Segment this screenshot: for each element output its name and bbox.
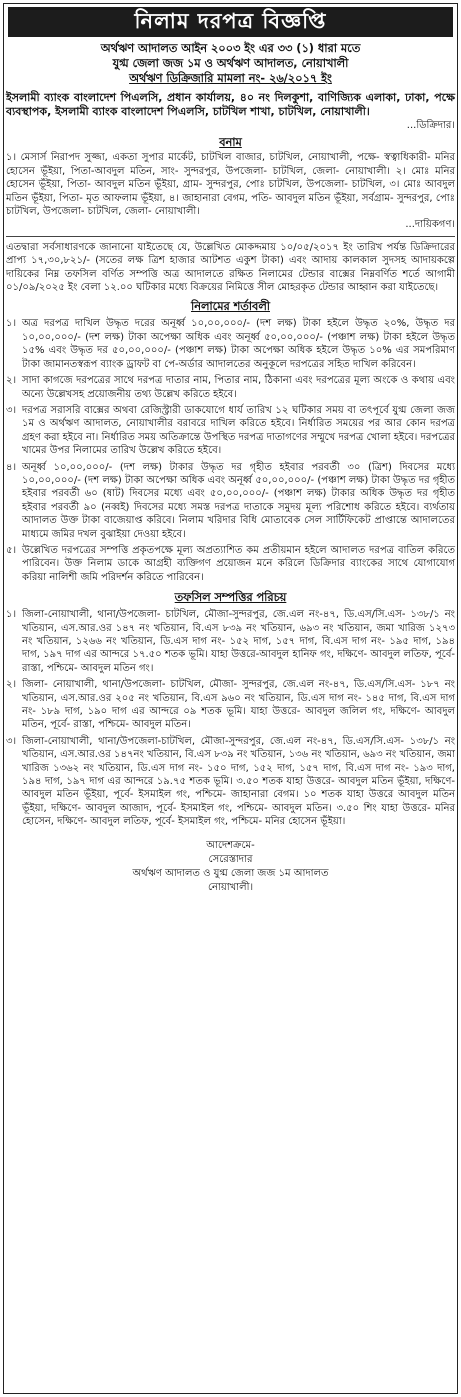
plaintiff-text: ইসলামী ব্যাংক বাংলাদেশ পিএলসি, প্রধান কার্যালয়, ৪০ নং দিলকুশা, বাণিজ্যিক এলাকা, ঢাকা, পক্ষে ব্যবস্থাপক, ইসলামী ব্যাংক বাংলাদেশ পিএলসি, চাটখিল শাখা, চাটখিল, নোয়াখালী। [6,91,455,118]
item-text: সাদা কাগজে দরপত্রের সাথে দরপত্র দাতার নাম, পিতার নাম, ঠিকানা এবং দরপত্রের মূল্য অংকে ও কথায় এবং অন্যে উল্লেখসহ প্রয়োজনীয় তথ্য উল্লেখ করিতে হইবে। [22,375,455,400]
item-text: উল্লেখিত দরপত্রের সম্পত্তি প্রকৃতপক্ষে মূল্য অপ্রত্যাশিত কম প্রতীয়মান হইলে আদালত দরপত্র বাতিল করিতে পারিবেন। উক্ত নিলাম ডাকে আগ্রহী ব্যক্তিগণ প্রয়োজন মনে করিলে ডিক্রিদার ব্যাংকের সাথে যোগাযোগ করিয়া নালিশী জমি পরিদর্শন করিতে পারিবেন। [22,544,455,583]
defendants-role: ...দায়িকগণ। [405,219,455,231]
plaintiff-role: ...ডিক্রিদার। [406,120,455,131]
item-number: ৩। [6,404,17,416]
item-number: ১। [6,318,17,330]
item-number: ৪। [6,461,17,473]
court-name: যুগ্ম জেলা জজ ১ম ও অর্থঋণ আদালত, নোয়াখালী [112,57,349,70]
item-number: ২। [6,375,17,387]
signature-title: সেরেস্তাদার [208,853,253,865]
law-reference: অর্থঋণ আদালত আইন ২০০৩ ইং এর ৩৩ (১) ধারা মতে [100,42,361,55]
intro-paragraph: এতদ্বারা সর্বসাধারণকে জানানো যাইতেছে যে, উল্লেখিত মোকদ্দমায় ১০/০৫/২০১৭ ইং তারিখ পর্যন্ত ডিক্রিদারের প্রাপ্য ১৭,৩০,৮২১/- (সতের লক্ষ ত্রিশ হাজার আটশত একুশ টাকা) এবং আদায় কালকাল সুদসহ আদায়কল্পে দায়িকের নিম্ন তফসিল বর্ণিত সম্পত্তি অত্র আদালতে রক্ষিত নিলামের টেন্ডার বাক্সের নিম্নবর্ণিত শর্তে আগামী ০১/০৯/২০২৫ ইং বেলা ১২.০০ ঘটিকার মধ্যে বিক্রয়ের নিমিত্তে সীল মোহরকৃত টেন্ডার আহ্বান করা যাইতেছে। [6,241,455,294]
item-text: জিলা-নোয়াখালী, থানা/উপজেলা- চাটখিল, মৌজা-সুন্দরপুর, জে.এল নং-৪৭, ডি.এস/সি.এস- ১৩৮/১ নং খতিয়ান, এস.আর.ওর ১৪৭ নং খতিয়ান, বি.এস ৮৩৯ নং খতিয়ান, ৬৯৩ নং খতিয়ান, জমা খারিজ ১২৭৩ নং খতিয়ান, ১২৬৬ নং খতিয়ান, ডি.এস দাগ নং- ১৫২ দাগ, ১৫৭ দাগ, বি.এস দাগ নং- ১৯৫ দাগ, ১৯৪ দাগ, ১৯৭ দাগ এর আন্দরে ১৭.৫০ শতক ভূমি। যাহা উত্তরে-আবদুল হানিফ গং, দক্ষিণে- আবদুল লতিফ, পূর্বে- রাস্তা, পশ্চিমে- আবদুল মতিন গং। [22,609,455,674]
signature-order: আদেশক্রমে- [206,839,255,851]
schedule-heading: তফসিল সম্পত্তির পরিচয় [174,591,287,605]
item-text: অত্র দরপত্র দাখিল উদ্ধৃত দরের অনূর্ধ্ব ১০,০০,০০০/- (দশ লক্ষ) টাকা হইলে উদ্ধৃত ২০%, উদ্ধৃত দর ১০,০০,০০০/- (দশ লক্ষ) টাকা অপেক্ষা অধিক এবং অনূর্ধ্ব ৫০,০০,০০০/- (পঞ্চাশ লক্ষ) টাকা হইলে উদ্ধৃত ১৫% এবং উদ্ধৃত দর ৫০,০০,০০০/- (পঞ্চাশ লক্ষ) টাকা অপেক্ষা অধিক হইলে উদ্ধৃত ১০% এর সমপরিমাণ টাকা জামানতস্বরূপ ব্যাংক ড্রাফট বা পে-অর্ডার আদালতের অনুকূলে দরপত্রের সহিত দাখিল করিবেন। [22,318,455,370]
item-number: ৫। [6,544,17,556]
item-number: ৩। [6,735,17,747]
item-number: ২। [6,679,17,691]
item-text: দরপত্র সরাসরি বাক্সের অথবা রেজিস্ট্রারী ডাকযোগে ধার্য তারিখ ১২ ঘটিকার সময় বা তৎপূর্বে যুগ্ম জেলা জজ ১ম ও অর্থঋণ আদালত, নোয়াখালীর বরাবরে দাখিল করিতে হইবে। নির্ধারিত সময়ের পর আর কোন দরপত্র গ্রহণ করা হইবে না। নির্ধারিত সময় অতিক্রান্তে উপস্থিত দরপত্র দাতাগণের সম্মুখে দরপত্র খোলা হইবে। দরপত্রের খামের উপর নিলামের তারিখ উল্লেখ করিতে হইবে। [22,404,455,457]
conditions-heading: নিলামের শর্তাবলী [190,300,270,314]
signature-place: নোয়াখালী। [207,881,254,893]
item-text: জিলা-নোয়াখালী, থানা/উপজেলা-চাটখিল, মৌজা-সুন্দরপুর, জে.এল নং-৪৭, ডি.এস/সি.এস- ১৩৮/১ নং খতিয়ান, এস.আর.ওর ১৪৭নং খতিয়ান, বি.এস ৮৩৯ নং খতিয়ান, ১৩৬ নং খতিয়ান, ৬৯৩ নং খতিয়ান, জমা খারিজ ১৩৬২ নং খতিয়ান, ডি.এস দাগ নং- ১৫০ দাগ, ১৫২ দাগ, ১৫৭ দাগ, বি.এস দাগ নং- ১৯৩ দাগ, ১৯৪ দাগ, ১৯৭ দাগ এর আন্দরে ১৯.৭৫ শতক ভূমি। ৩.৫০ শতক যাহা উত্তরে- আবদুল মতিন ভূঁইয়া, দক্ষিণে- আবদুল মতিন ভূঁইয়া, পূর্বে- ইসমাইল গং, পশ্চিমে- জাহানারা বেগম। ১০ শতক যাহা উত্তরে আবদুল মতিন ভূঁইয়া, দক্ষিণে- আবদুল আজাদ, পূর্বে- ইসমাইল গং, পশ্চিমে- আবদুল মতিন। ৩.৫০ শিং যাহা উত্তরে- মনির হোসেন, দক্ষিণে- আবদুল লতিফ, পূর্বে- ইসমাইল গং, পশ্চিমে- মনির হোসেন ভূঁইয়া। [22,735,455,828]
notice-title: নিলাম দরপত্র বিজ্ঞপ্তি [8,7,453,37]
defendants-block [6,151,455,231]
item-text: জিলা- নোয়াখালী, থানা/উপজেলা- চাটখিল, মৌজা- সুন্দরপুর, জে.এল নং-৪৭, ডি.এস/সি.এস- ১৮৭ নং খতিয়ান, এস.আর.ওর ২০৫ নং খতিয়ান, বি.এস ৯৬০ নং খতিয়ান, ডি.এস দাগ নং- ১৪৫ দাগ, বি.এস দাগ নং- ১৮৯ দাগ, ১৯০ দাগ এর আন্দরে ০৯ শতক ভূমি। যাহা উত্তরে- আবদুল জলিল গং, দক্ষিণে- আবদুল মতিন, পূর্বে- রাস্তা, পশ্চিমে- আবদুল মতিন। [22,679,455,731]
case-number: অর্থঋণ ডিক্রিজারি মামলা নং- ২৬/২০১৭ ইং [129,72,332,85]
versus-heading: বনাম [219,136,242,150]
signature-court: অর্থঋণ আদালত ও যুগ্ম জেলা জজ ১ম আদালত [132,867,329,879]
defendants-text: ১। মেসার্স নিরাপদ সুজ্জা, একতা সুপার মার্কেট, চাটখিল বাজার, চাটখিল, নোয়াখালী, পক্ষে- স্বত্বাধিকারী- মনির হোসেন ভূঁইয়া, পিতা-আবদুল মতিন, সাং- সুন্দরপুর, উপজেলা- চাটখিল, জেলা- নোয়াখালী। ২। মোঃ মনির হোসেন ভূঁইয়া, পিতা- আবদুল মতিন ভূঁইয়া, গ্রাম- সুন্দরপুর, পোঃ চাটখিল, উপজেলা- চাটখিল, ৩। মোঃ আবদুল মতিন ভূঁইয়া, পিতা- মৃত আফলাম ভূঁইয়া, ৪। জাহানারা বেগম, পতি- আবদুল মতিন ভূঁইয়া, সর্বগ্রাম- সুন্দরপুর, পোঃ চাটখিল, উপজেলা- চাটখিল, জেলা- নোয়াখালী। [6,152,455,218]
item-text: অনূর্ধ্ব ১০,০০,০০০/- (দশ লক্ষ) টাকার উদ্ধৃত দর গৃহীত হইবার পরবর্তী ৩০ (ত্রিশ) দিবসের মধ্যে ১০,০০,০০০/- (দশ লক্ষ) টাকা অপেক্ষা অধিক এবং অনূর্ধ্ব ৫০,০০,০০০/- (পঞ্চাশ লক্ষ) টাকা উদ্ধৃত দর গৃহীত হইবার পরবর্তী ৬০ (ষাট) দিবসের মধ্যে এবং ৫০,০০,০০০/- (পঞ্চাশ লক্ষ) টাকার অধিক উদ্ধৃত দর গৃহীত হইবার পরবর্তী ৯০ (নব্বই) দিবসের মধ্যে সমস্ত দরপত্র দাতাকে সমুদয় মূল্য পরিশোধ করিতে হইবে। ব্যর্থতায় আদালত উক্ত টাকা বাজেয়াপ্ত করিবে। নিলাম খরিদার বিধি মোতাবেক সেল সার্টিফিকেট প্রাপ্তান্তে আদালতের মাধ্যমে জমির দখল বুঝাইয়া দেওয়া হইবে। [22,461,455,540]
item-number: ১। [6,609,17,621]
plaintiff-block [6,91,455,132]
